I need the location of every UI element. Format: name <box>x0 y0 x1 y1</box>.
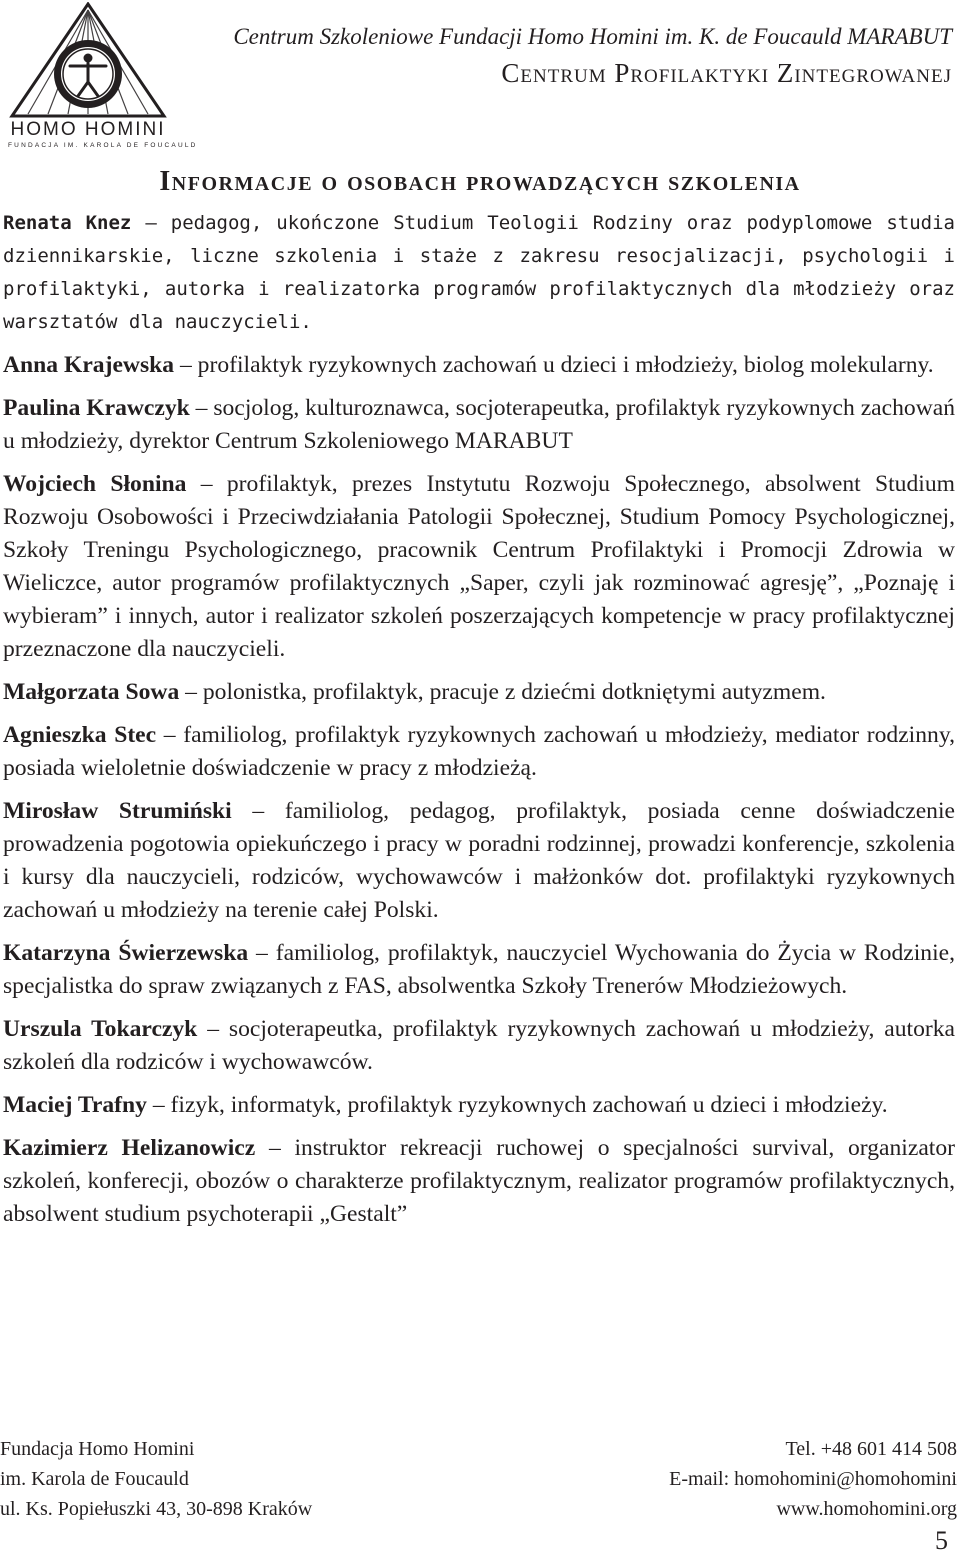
person-entry <box>3 392 955 458</box>
header-center-subtitle: Centrum Profilaktyki Zintegrowanej <box>501 58 952 88</box>
person-name: Małgorzata Sowa <box>3 679 180 705</box>
footer-phone: Tel. +48 601 414 508 <box>785 1438 957 1460</box>
logo-wordmark: HOMO HOMINI <box>10 119 166 140</box>
trainers-list <box>3 207 955 1241</box>
person-entry <box>3 1132 955 1231</box>
page-number: 5 <box>935 1526 948 1555</box>
person-entry <box>3 349 955 382</box>
person-entry <box>3 795 955 927</box>
person-name: Wojciech Słonina <box>3 471 187 497</box>
footer-street-address: ul. Ks. Popiełuszki 43, 30-898 Kraków <box>0 1498 313 1520</box>
person-description: – instruktor rekreacji ruchowej o specjalności survival, organizator szkoleń, konferecji, obozów o charakterze profilaktycznym, realizator programów profilaktycznych, absolwent studium psychoterapii „Gestalt” <box>3 1135 955 1227</box>
person-name: Kazimierz Helizanowicz <box>3 1135 256 1161</box>
person-entry <box>3 937 955 1003</box>
person-description: – socjolog, kulturoznawca, socjoterapeutka, profilaktyk ryzykownych zachowań u młodzieży, dyrektor Centrum Szkoleniowego MARABUT <box>3 395 956 454</box>
foundation-logo <box>8 2 198 152</box>
person-entry <box>3 1013 955 1079</box>
person-entry <box>3 468 955 666</box>
logo-subtitle: FUNDACJA IM. KAROLA DE FOUCAULD <box>8 142 198 149</box>
person-entry <box>3 1089 955 1122</box>
person-description: – polonistka, profilaktyk, pracuje z dziećmi dotkniętymi autyzmem. <box>179 679 826 705</box>
person-description: – familiolog, profilaktyk, nauczyciel Wychowania do Życia w Rodzinie, specjalistka do spraw związanych z FAS, absolwentka Szkoły Trenerów Młodzieżowych. <box>3 940 955 999</box>
person-name: Renata Knez <box>3 212 132 234</box>
person-description: – socjoterapeutka, profilaktyk ryzykownych zachowań u młodzieży, autorka szkoleń dla rodziców i wychowawców. <box>3 1016 955 1075</box>
person-description: – familiolog, profilaktyk ryzykownych zachowań u młodzieży, mediator rodzinny, posiada wieloletnie doświadczenie w pracy z młodzieżą. <box>3 722 955 781</box>
person-name: Anna Krajewska <box>3 352 175 378</box>
header-center-title: Centrum Szkoleniowe Fundacji Homo Homini im. K. de Foucauld MARABUT <box>233 24 952 49</box>
person-entry <box>3 207 955 339</box>
person-name: Mirosław Strumiński <box>3 798 232 824</box>
footer-org-patron: im. Karola de Foucauld <box>0 1468 189 1490</box>
person-name: Paulina Krawczyk <box>3 395 190 421</box>
person-description: – profilaktyk, prezes Instytutu Rozwoju Społecznego, absolwent Studium Rozwoju Osobowości i Przeciwdziałania Patologii Społecznej, Studium Pomocy Psychologicznej, Szkoły Treningu Psychologicznego, pracownik Centrum Profilaktyki i Promocji Zdrowia w Wieliczce, autor programów profilaktycznych „Saper, czyli jak rozminować agresję”, „Poznaję i wybieram” i innych, autor i realizator szkoleń poszerzających kompetencje w pracy profilaktycznej przeznaczone dla nauczycieli. <box>3 471 955 662</box>
footer-email[interactable]: E-mail: homohomini@homohomini <box>669 1468 957 1490</box>
person-description: – fizyk, informatyk, profilaktyk ryzykownych zachowań u dzieci i młodzieży. <box>146 1092 888 1118</box>
footer-contact <box>669 1434 957 1524</box>
person-entry <box>3 719 955 785</box>
person-name: Katarzyna Świerzewska <box>3 940 249 966</box>
person-entry <box>3 676 955 709</box>
person-name: Urszula Tokarczyk <box>3 1016 198 1042</box>
person-description: – profilaktyk ryzykownych zachowań u dzieci i młodzieży, biolog molekularny. <box>174 352 934 378</box>
footer-org-name: Fundacja Homo Homini <box>0 1438 195 1460</box>
footer-address <box>0 1434 312 1524</box>
person-name: Maciej Trafny <box>3 1092 147 1118</box>
section-title: Informacje o osobach prowadzących szkolenia <box>159 166 801 197</box>
person-description: – familiolog, pedagog, profilaktyk, posiada cenne doświadczenie prowadzenia pogotowia opiekuńczego i pracy w poradni rodzinnej, prowadzi konferencje, szkolenia i kursy dla nauczycieli, rodziców, wychowawców i małżonków dot. profilaktyki ryzykownych zachowań u młodzieży na terenie całej Polski. <box>3 798 955 923</box>
person-name: Agnieszka Stec <box>3 722 157 748</box>
person-description: – pedagog, ukończone Studium Teologii Rodziny oraz podyplomowe studia dziennikarskie, liczne szkolenia i staże z zakresu resocjalizacji, psychologii i profilaktyki, autorka i realizatorka programów profilaktycznych dla młodzieży oraz warsztatów dla nauczycieli. <box>3 212 955 333</box>
homo-homini-emblem-icon <box>8 2 168 120</box>
footer-website-link[interactable]: www.homohomini.org <box>776 1498 957 1520</box>
